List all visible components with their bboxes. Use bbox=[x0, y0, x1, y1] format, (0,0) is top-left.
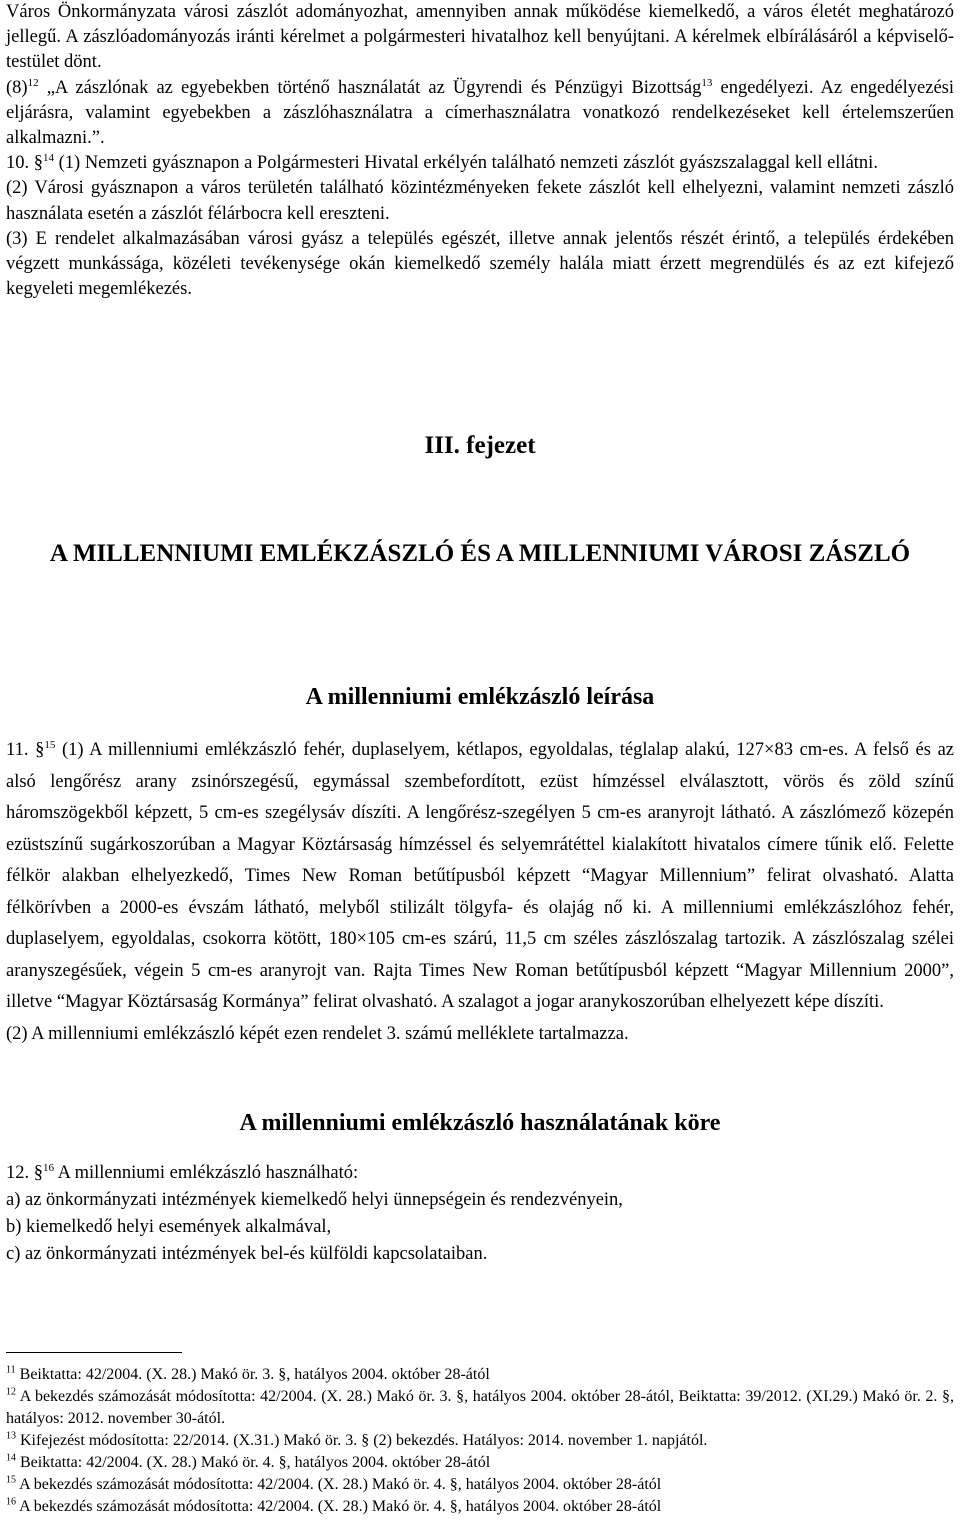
list-item-b: b) kiemelkedő helyi események alkalmával, bbox=[6, 1217, 332, 1237]
section-11 bbox=[6, 735, 954, 1019]
section-11-block bbox=[6, 735, 954, 1050]
paragraph-8-text-1: „A zászlónak az egyebekben történő használatát az Ügyrendi és Pénzügyi Bizottság bbox=[38, 77, 702, 98]
footnotes bbox=[6, 1364, 954, 1518]
footnote-15 bbox=[6, 1474, 954, 1496]
footnote-number: 16 bbox=[6, 1496, 16, 1508]
footnote-ref-12: 12 bbox=[27, 76, 39, 89]
footnote-13 bbox=[6, 1430, 954, 1452]
list-item-a: a) az önkormányzati intézmények kiemelkedő helyi ünnepségein és rendezvényein, bbox=[6, 1190, 623, 1210]
paragraph-intro: Város Önkormányzata városi zászlót adományozhat, amennyiben annak működése kiemelkedő, a város életét meghatározó jellegű. A zászlóadományozás iránti kérelmet a polgármesteri hivatalhoz kell benyújtani. A kérelmek elbírálásáról a képviselő-testület dönt. bbox=[6, 2, 954, 73]
section-heading-description: A millenniumi emlékzászló leírása bbox=[305, 684, 655, 710]
section-12-block bbox=[6, 1160, 954, 1268]
footnote-ref-15: 15 bbox=[44, 738, 56, 751]
section-10-paragraph-2: (2) Városi gyásznapon a város területén található közintézményeken fekete zászlót kell elhelyezni, valamint nemzeti zászló használata esetén a zászlót félárbocra kell ereszteni. bbox=[6, 178, 954, 224]
section-11-number: 11. § bbox=[6, 740, 45, 760]
footnote-ref-13: 13 bbox=[701, 76, 713, 89]
footnote-number: 14 bbox=[6, 1452, 16, 1464]
footnote-number: 12 bbox=[6, 1386, 16, 1398]
section-heading-use: A millenniumi emlékzászló használatának köre bbox=[239, 1110, 721, 1136]
section-10-number: 10. § bbox=[6, 153, 43, 174]
footnote-number: 11 bbox=[6, 1364, 16, 1376]
section-10 bbox=[6, 151, 954, 176]
footnote-text: A bekezdés számozását módosította: 42/2004. (X. 28.) Makó ör. 4. §, hatályos 2004. október 28-ától bbox=[16, 1498, 662, 1515]
chapter-title: A MILLENNIUMI EMLÉKZÁSZLÓ ÉS A MILLENNIUMI VÁROSI ZÁSZLÓ bbox=[49, 540, 911, 567]
section-12-number: 12. § bbox=[6, 1163, 43, 1183]
section-11-paragraph-2: (2) A millenniumi emlékzászló képét ezen rendelet 3. számú melléklete tartalmazza. bbox=[6, 1023, 629, 1044]
footnote-ref-14: 14 bbox=[43, 152, 54, 165]
footnote-12 bbox=[6, 1386, 954, 1430]
footnote-ref-16: 16 bbox=[43, 1161, 54, 1174]
footnote-text: Kifejezést módosította: 22/2014. (X.31.) Makó ör. 3. § (2) bekezdés. Hatályos: 2014. november 1. napjától. bbox=[16, 1432, 708, 1449]
footnote-14 bbox=[6, 1452, 954, 1474]
list-item-c: c) az önkormányzati intézmények bel-és külföldi kapcsolataiban. bbox=[6, 1244, 488, 1264]
section-10-text: (1) Nemzeti gyásznapon a Polgármesteri Hivatal erkélyén található nemzeti zászlót gyászszalaggal kell ellátni. bbox=[54, 153, 878, 174]
section-12 bbox=[6, 1160, 954, 1187]
paragraph-8-number: (8) bbox=[6, 77, 28, 98]
section-12-text: A millenniumi emlékzászló használható: bbox=[54, 1163, 359, 1183]
top-text-block bbox=[6, 0, 954, 302]
footnote-separator bbox=[6, 1352, 182, 1353]
footnote-text: A bekezdés számozását módosította: 42/2004. (X. 28.) Makó ör. 3. §, hatályos 2004. október 28-ától, Beiktatta: 39/2012. (XI.29.) Makó ör. 2. §, hatályos: 2012. november 30-ától. bbox=[6, 1388, 954, 1427]
footnote-number: 15 bbox=[6, 1474, 16, 1486]
section-10-paragraph-3: (3) E rendelet alkalmazásában városi gyász a település egészét, illetve annak jelentős részét érintő, a település érdekében végzett munkássága, közéleti tevékenysége okán kiemelkedő személy halála miatt érzett megrendülés és az ezt kifejező kegyeleti megemlékezés. bbox=[6, 228, 954, 300]
footnote-number: 13 bbox=[6, 1430, 16, 1442]
section-11-text: (1) A millenniumi emlékzászló fehér, duplaselyem, kétlapos, egyoldalas, téglalap alakú, 127×83 cm-es. A felső és az alsó lengőrész arany zsinórszegésű, egymással szembefordított, ezüst hímzéssel elválasztott, vörös és zöld színű háromszögekből képzett, 5 cm-es szegélysáv díszíti. A lengőrész-szegélyen 5 cm-es aranyrojt látható. A zászlómező közepén ezüstszínű sugárkoszorúban a Magyar Köztársaság hímzéssel és selyemrátéttel kialakított hivatalos címere tűnik elő. Felette félkör alakban elhelyezkedő, Times New Roman betűtípusból képzett “Magyar Millennium” felirat olvasható. Alatta félkörívben a 2000-es évszám látható, melyből stilizált tölgyfa- és olajág nő ki. A millenniumi emlékzászlóhoz fehér, duplaselyem, egyoldalas, csokorra kötött, 180×105 cm-es szárú, 11,5 cm széles zászlószalag tartozik. A zászlószalag szélei aranyszegésűek, végein 5 cm-es aranyrojt van. Rajta Times New Roman betűtípusból képzett “Magyar Millennium 2000”, illetve “Magyar Köztársaság Kormánya” felirat olvasható. A szalagot a jogar aranykoszorúban elhelyezett képe díszíti. bbox=[6, 740, 954, 1012]
footnote-text: A bekezdés számozását módosította: 42/2004. (X. 28.) Makó ör. 4. §, hatályos 2004. október 28-ától bbox=[16, 1476, 662, 1493]
footnote-16 bbox=[6, 1496, 954, 1518]
chapter-number: III. fejezet bbox=[424, 432, 536, 459]
footnote-11 bbox=[6, 1364, 954, 1386]
footnote-text: Beiktatta: 42/2004. (X. 28.) Makó ör. 4. §, hatályos 2004. október 28-ától bbox=[16, 1454, 491, 1471]
footnote-text: Beiktatta: 42/2004. (X. 28.) Makó ör. 3. §, hatályos 2004. október 28-ától bbox=[15, 1366, 490, 1383]
paragraph-8-text-2: engedélyezi. Az engedélyezési eljárásra, valamint egyebekben a zászlóhasználatra a címerhasználatra vonatkozó rendelkezéseket kell értelemszerűen alkalmazni.”. bbox=[6, 77, 955, 149]
paragraph-8 bbox=[6, 76, 954, 152]
